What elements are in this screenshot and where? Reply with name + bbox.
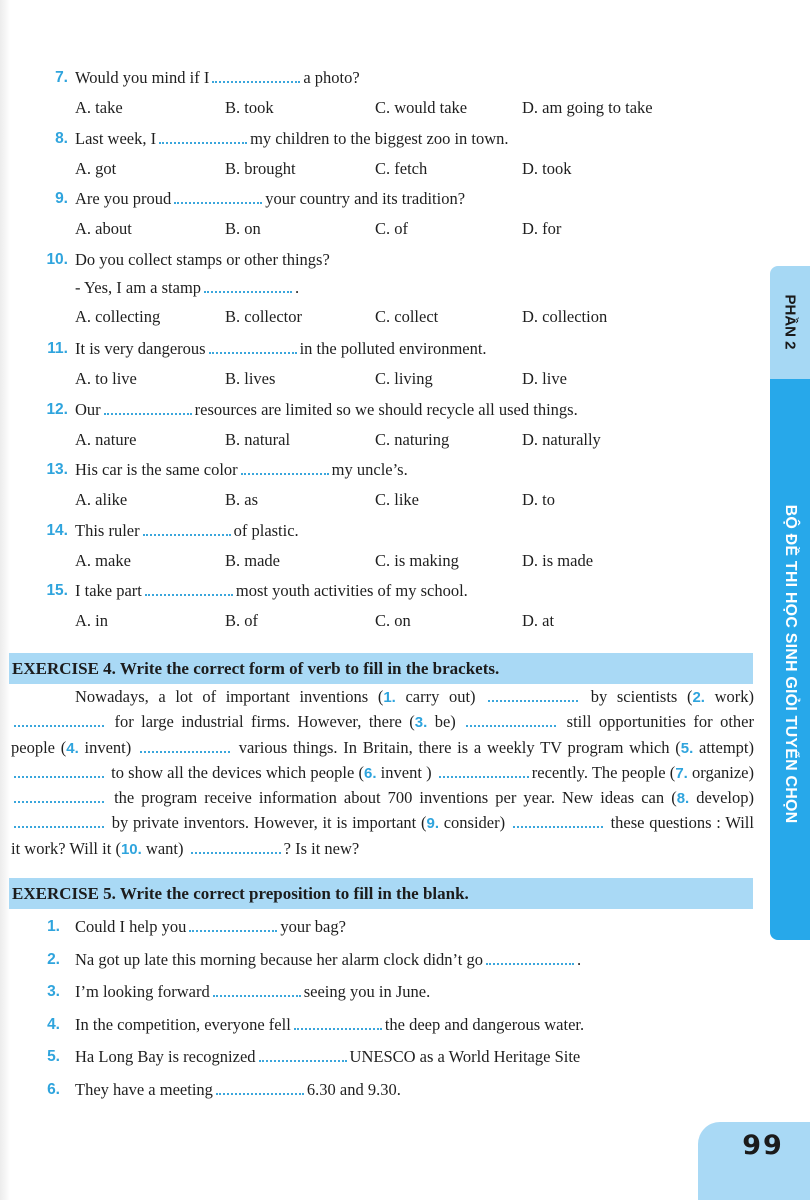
item-text-after: your bag? (280, 917, 346, 936)
question-sentence (75, 68, 360, 88)
verb-answer-blank[interactable] (513, 822, 603, 828)
paragraph-text: to show all the devices which people ( (107, 762, 364, 782)
question-text-after: in the polluted environment. (299, 339, 487, 358)
preposition-blank[interactable] (213, 991, 301, 997)
item-text-before: In the competition, everyone fell (75, 1015, 291, 1034)
exercise-5-header (9, 878, 753, 909)
question-text-before: I take part (75, 581, 142, 600)
item-text-after: seeing you in June. (303, 982, 431, 1001)
option-b[interactable]: B. collector (225, 307, 302, 326)
preposition-blank[interactable] (259, 1056, 347, 1062)
paragraph-text: recently. The people ( (531, 762, 676, 782)
preposition-blank[interactable] (486, 959, 574, 965)
option-a[interactable]: A. collecting (75, 307, 161, 326)
item-number: 5. (680, 739, 694, 757)
question-sentence (75, 278, 299, 298)
exercise-4-title: EXERCISE 4. Write the correct form of verb to fill in the brackets. (12, 659, 500, 678)
option-c[interactable]: C. is making (375, 551, 459, 570)
question-text-after: my children to the biggest zoo in town. (250, 129, 509, 148)
side-tab-title-section (770, 379, 810, 940)
item-text-before: Ha Long Bay is recognized (75, 1047, 256, 1066)
paragraph-text: various things. In Britain, there is a weekly TV program which ( (232, 737, 681, 757)
answer-blank[interactable] (204, 287, 292, 293)
option-d[interactable]: D. naturally (522, 430, 601, 449)
option-a[interactable]: A. to live (75, 369, 137, 388)
verb-answer-blank[interactable] (439, 772, 529, 778)
question-text-after: your country and its tradition? (265, 189, 466, 208)
question-text-before: It is very dangerous (75, 339, 206, 358)
item-text-before: Could I help you (75, 917, 187, 936)
question-sentence (75, 521, 299, 541)
item-number: 10. (120, 840, 142, 858)
option-d[interactable]: D. is made (522, 551, 594, 570)
option-a[interactable]: A. about (75, 219, 132, 238)
preposition-blank[interactable] (294, 1024, 382, 1030)
item-sentence (75, 982, 430, 1002)
item-text-after: 6.30 and 9.30. (306, 1080, 401, 1099)
part-label: PHẦN 2 (781, 294, 799, 350)
option-a[interactable]: A. make (75, 551, 131, 570)
option-b[interactable]: B. natural (225, 430, 291, 449)
option-b[interactable]: B. took (225, 98, 274, 117)
verb-hint: develop) (689, 788, 754, 808)
exercise-4-paragraph (11, 685, 754, 862)
paragraph-text: for large industrial firms. However, there ( (107, 712, 415, 732)
verb-hint: invent ) (376, 762, 436, 782)
answer-blank[interactable] (143, 530, 231, 536)
option-c[interactable]: C. naturing (375, 430, 450, 449)
question-number: 15. (46, 582, 68, 599)
verb-answer-blank[interactable] (14, 797, 104, 803)
item-number: 6. (363, 764, 377, 782)
item-text-before: They have a meeting (75, 1080, 213, 1099)
verb-answer-blank[interactable] (140, 747, 230, 753)
item-text-after: . (576, 950, 582, 969)
option-a[interactable]: A. nature (75, 430, 137, 449)
item-sentence (75, 1015, 584, 1035)
option-c[interactable]: C. collect (375, 307, 439, 326)
verb-hint: want) (141, 838, 188, 858)
verb-hint: attempt) (693, 737, 754, 757)
question-sentence (75, 460, 408, 480)
page-number-box (698, 1122, 810, 1200)
item-number: 4. (66, 739, 79, 757)
option-a[interactable]: A. alike (75, 490, 128, 509)
question-sentence (75, 339, 487, 359)
question-number: 13. (46, 461, 68, 478)
question-number: 11. (47, 340, 68, 357)
item-number: 1. (383, 689, 396, 706)
item-number: 4. (47, 1016, 60, 1033)
verb-answer-blank[interactable] (488, 696, 578, 702)
item-sentence (75, 1080, 401, 1100)
option-d[interactable]: D. collection (522, 307, 608, 326)
verb-answer-blank[interactable] (191, 848, 281, 854)
answer-blank[interactable] (212, 77, 300, 83)
exercise-4-header (9, 653, 753, 684)
question-text-after: a photo? (303, 68, 360, 87)
option-d[interactable]: D. live (522, 369, 567, 388)
option-d[interactable]: D. for (522, 219, 562, 238)
option-a[interactable]: A. got (75, 159, 117, 178)
question-text-before: Would you mind if I (75, 68, 210, 87)
item-number: 9. (426, 815, 439, 833)
item-text-before: Na got up late this morning because her alarm clock didn’t go (75, 950, 483, 969)
item-number: 2. (47, 951, 60, 968)
item-number: 8. (676, 790, 690, 808)
paragraph-text: by private inventors. However, it is important ( (107, 813, 427, 833)
verb-answer-blank[interactable] (14, 822, 104, 828)
option-c[interactable]: C. on (375, 611, 411, 630)
option-b[interactable]: B. on (225, 219, 261, 238)
item-text-after: UNESCO as a World Heritage Site (349, 1047, 581, 1066)
verb-hint: work) (704, 687, 754, 706)
verb-answer-blank[interactable] (14, 772, 104, 778)
item-sentence (75, 917, 346, 937)
item-number: 2. (692, 689, 705, 706)
answer-blank[interactable] (104, 409, 192, 415)
question-number: 8. (55, 130, 68, 147)
option-b[interactable]: B. of (225, 611, 258, 630)
book-title: BỘ ĐỀ THI HỌC SINH GIỎI TUYỂN CHỌN (782, 504, 799, 824)
answer-blank[interactable] (241, 469, 329, 475)
verb-hint: organize) (687, 762, 754, 782)
item-sentence (75, 1047, 580, 1067)
option-d[interactable]: D. to (522, 490, 555, 509)
option-c[interactable]: C. living (375, 369, 433, 388)
exercise-5-title: EXERCISE 5. Write the correct preposition to fill in the blank. (12, 884, 469, 903)
question-text-after: most youth activities of my school. (235, 581, 468, 600)
paragraph-text: Nowadays, a lot of important inventions ( (75, 687, 384, 706)
side-tab-part-section (770, 266, 810, 379)
option-d[interactable]: D. at (522, 611, 555, 630)
paragraph-text: these questions : Will it work? Will it ( (11, 813, 754, 858)
paragraph-text: still opportunities for other people ( (11, 712, 754, 757)
answer-blank[interactable] (145, 590, 233, 596)
question-text-after: resources are limited so we should recycle all used things. (194, 400, 578, 419)
item-number: 1. (47, 918, 60, 935)
item-number: 7. (675, 764, 688, 782)
option-c[interactable]: C. like (375, 490, 419, 509)
question-sentence (75, 581, 468, 601)
option-c[interactable]: C. would take (375, 98, 468, 117)
item-text-after: the deep and dangerous water. (384, 1015, 585, 1034)
question-text-before: His car is the same color (75, 460, 238, 479)
question-number: 9. (55, 190, 68, 207)
option-a[interactable]: A. in (75, 611, 108, 630)
preposition-blank[interactable] (216, 1089, 304, 1095)
answer-blank[interactable] (174, 198, 262, 204)
question-number: 14. (46, 522, 68, 539)
option-d[interactable]: D. took (522, 159, 572, 178)
question-text-after: of plastic. (233, 521, 299, 540)
question-text-after: my uncle’s. (331, 460, 408, 479)
option-a[interactable]: A. take (75, 98, 123, 117)
page-number: 99 (742, 1130, 784, 1161)
preposition-blank[interactable] (189, 926, 277, 932)
question-text: Do you collect stamps or other things? (75, 250, 330, 269)
answer-blank[interactable] (159, 138, 247, 144)
item-text-before: I’m looking forward (75, 982, 210, 1001)
option-b[interactable]: B. as (225, 490, 258, 509)
question-number: 7. (55, 69, 68, 86)
paragraph-text: ? Is it new? (283, 838, 360, 858)
question-text-after: . (295, 278, 300, 297)
verb-hint: invent) (78, 737, 137, 757)
option-b[interactable]: B. lives (225, 369, 276, 388)
item-number: 3. (47, 983, 60, 1000)
question-text-before: Last week, I (75, 129, 157, 148)
question-number: 12. (46, 401, 68, 418)
question-text-before: - Yes, I am a stamp (75, 278, 202, 297)
option-c[interactable]: C. of (375, 219, 408, 238)
verb-answer-blank[interactable] (14, 721, 104, 727)
paragraph-text: by scientists ( (581, 687, 693, 706)
option-b[interactable]: B. brought (225, 159, 296, 178)
question-text-before: Our (75, 400, 101, 419)
question-text-before: This ruler (75, 521, 140, 540)
question-sentence (75, 129, 509, 149)
item-sentence (75, 950, 581, 970)
verb-answer-blank[interactable] (466, 721, 556, 727)
question-sentence (75, 400, 578, 420)
question-sentence (75, 189, 465, 209)
question-number: 10. (46, 251, 68, 268)
paragraph-text: the program receive information about 700 inventions per year. New ideas can ( (107, 788, 677, 808)
option-c[interactable]: C. fetch (375, 159, 428, 178)
verb-hint: consider) (439, 813, 510, 833)
option-b[interactable]: B. made (225, 551, 280, 570)
answer-blank[interactable] (209, 348, 297, 354)
question-text-before: Are you proud (75, 189, 172, 208)
option-d[interactable]: D. am going to take (522, 98, 653, 117)
item-number: 3. (414, 714, 428, 732)
item-number: 6. (47, 1081, 60, 1098)
side-chapter-tab (770, 266, 810, 940)
verb-hint: be) (427, 712, 464, 732)
verb-hint: carry out) (395, 687, 486, 706)
item-number: 5. (47, 1048, 60, 1065)
